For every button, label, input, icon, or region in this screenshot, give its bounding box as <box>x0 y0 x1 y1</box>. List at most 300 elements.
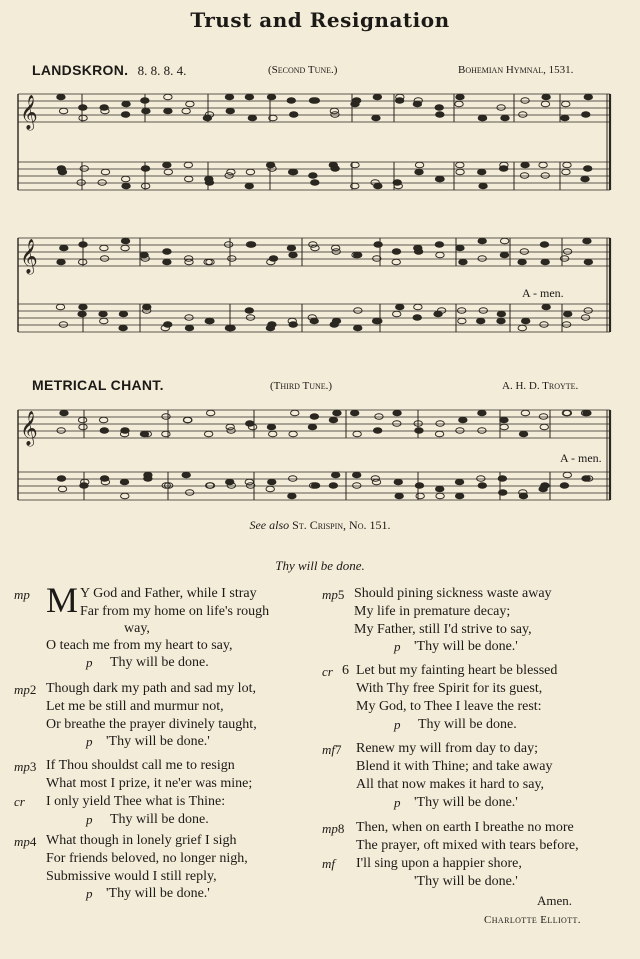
tune1-system1-notehead <box>58 169 66 175</box>
tune2-system-notehead <box>206 410 214 416</box>
tune2-label: (Third Tune.) <box>270 380 333 392</box>
tune1-system1-notehead <box>290 112 298 118</box>
verse8-number: 8 <box>337 821 345 836</box>
hymn-subtitle: Thy will be done. <box>275 558 365 573</box>
tune1-system2-notehead <box>330 322 338 328</box>
verse4-line3: Submissive would I still reply, <box>46 869 217 884</box>
verse1-line3: way, <box>124 621 150 636</box>
tune2-system-notehead <box>353 483 361 489</box>
tune1-system1-notehead <box>101 169 109 175</box>
tune1-system1-notehead <box>225 94 233 100</box>
tune1-system1-notehead <box>141 166 149 172</box>
treble-clef-icon: 𝄞 <box>20 95 38 130</box>
tune2-system-notehead <box>289 431 297 437</box>
tune2-system-notehead <box>519 431 527 437</box>
verse5-refrain: 'Thy will be done.' <box>414 639 518 654</box>
verse4-line2: For friends beloved, no longer nigh, <box>46 851 248 866</box>
verse4-number: 4 <box>29 834 37 849</box>
tune1-system1-notehead <box>186 101 194 107</box>
tune1-name: LANDSKRON. <box>32 62 129 78</box>
author: Charlotte Elliott. <box>484 914 581 926</box>
tune1-system2-notehead <box>184 256 192 262</box>
verse3-line2: What most I prize, it ne'er was mine; <box>46 776 253 791</box>
tune2-system-notehead <box>333 410 341 416</box>
verse6-line2: With Thy free Spirit for its guest, <box>356 681 543 696</box>
tune2-system-notehead <box>455 493 463 499</box>
tune2-system-notehead <box>204 431 212 437</box>
tune1-system1-notehead <box>245 183 253 189</box>
tune2-system-notehead <box>375 414 383 420</box>
see-also <box>0 518 640 533</box>
tune1-system1-notehead <box>57 94 65 100</box>
tune1-system2-notehead <box>224 242 232 248</box>
tune2-system-notehead <box>308 424 316 430</box>
verse5-line1: Should pining sickness waste away <box>354 586 552 601</box>
tune2-system-notehead <box>162 414 170 420</box>
tune1-system2-notehead <box>164 322 172 328</box>
tune2-system-notehead <box>560 483 568 489</box>
verse8-line3-dyn: mf <box>322 856 335 871</box>
verse8-refrain: 'Thy will be done.' <box>414 874 518 889</box>
tune2-system-notehead <box>245 479 253 485</box>
verse4-refrain: 'Thy will be done.' <box>106 886 210 901</box>
tune2-name: METRICAL CHANT. <box>32 377 164 393</box>
tune1-system2-notehead <box>520 249 528 255</box>
tune1-system2-notehead <box>100 318 108 324</box>
verse7-number: 7 <box>335 742 342 757</box>
verse8-line2: The prayer, oft mixed with tears before, <box>356 838 579 853</box>
tune1-system1-notehead <box>98 180 106 186</box>
tune1-system1-notehead <box>456 94 464 100</box>
tune1-system1-notehead <box>373 94 381 100</box>
tune1-system2-notehead <box>59 322 67 328</box>
tune1-system2-notehead <box>435 242 443 248</box>
tune1-system2-notehead <box>246 315 254 321</box>
tune1-system1-notehead <box>415 162 423 168</box>
tune1-system2-notehead <box>245 308 253 314</box>
tune2-system-notehead <box>436 486 444 492</box>
tune1-system1-notehead <box>59 108 67 114</box>
tune2-heading <box>32 377 164 394</box>
tune2-system-notehead <box>60 410 68 416</box>
tune2-system-notehead <box>311 483 319 489</box>
tune1-system1-notehead <box>227 169 235 175</box>
tune1-system1-notehead <box>562 101 570 107</box>
tune2-system-notehead <box>521 410 529 416</box>
tune2-system-notehead <box>477 476 485 482</box>
verse2-dynamic <box>14 682 36 698</box>
verse6-refrain: Thy will be done. <box>418 717 517 732</box>
tune2-system-notehead <box>121 428 129 434</box>
tune1-system1-notehead <box>142 108 150 114</box>
tune1-system1-notehead <box>164 108 172 114</box>
verse1-line1: Y God and Father, while I stray <box>80 586 257 601</box>
tune1-system1-notehead <box>352 98 360 104</box>
verse4-refrain-dyn: p <box>86 886 93 901</box>
tune1-system1-notehead <box>121 112 129 118</box>
tune2-system-notehead <box>499 490 507 496</box>
tune1-system1-notehead <box>331 112 339 118</box>
tune1-system1-notehead <box>455 101 463 107</box>
tune1-system2-notehead <box>78 311 86 317</box>
tune1-system1-notehead <box>521 162 529 168</box>
tune2-system-notehead <box>540 424 548 430</box>
tune1-system2-notehead <box>478 256 486 262</box>
see-also-prefix: See also <box>249 518 290 532</box>
tune1-system1-notehead <box>479 183 487 189</box>
tune1-system1-notehead <box>287 98 295 104</box>
tune1-amen: A - men. <box>522 286 564 300</box>
tune2-system-notehead <box>541 483 549 489</box>
tune1-system2-notehead <box>564 311 572 317</box>
tune2-system-notehead <box>79 424 87 430</box>
tune1-system1-notehead <box>163 162 171 168</box>
verse7-line2: Blend it with Thine; and take away <box>356 759 553 774</box>
tune2-system-notehead <box>393 410 401 416</box>
verse5-line2: My life in premature decay; <box>354 604 511 619</box>
tune1-system2-notehead <box>269 256 277 262</box>
tune1-system1-notehead <box>266 162 274 168</box>
verse6-refrain-dyn: p <box>394 717 401 732</box>
tune1-system2-notehead <box>540 242 548 248</box>
tune1-system1-notehead <box>311 180 319 186</box>
tune1-system2-notehead <box>500 252 508 258</box>
tune1-system1-notehead <box>415 169 423 175</box>
tune1-system1-notehead <box>501 115 509 121</box>
tune1-system2-notehead <box>374 318 382 324</box>
tune1-meter: 8. 8. 8. 4. <box>137 63 187 78</box>
tune1-system1-notehead <box>582 112 590 118</box>
verse2-line2: Let me be still and murmur not, <box>46 699 224 714</box>
tune2-system-notehead <box>329 483 337 489</box>
verse8-dynamic <box>322 821 344 837</box>
tune1-system2-notehead <box>563 249 571 255</box>
tune1-system2-notehead <box>204 259 212 265</box>
tune1-system2-notehead <box>541 259 549 265</box>
verse7-dyn: mf <box>322 742 335 757</box>
tune1-system2-notehead <box>354 308 362 314</box>
tune1-system2-notehead <box>542 304 550 310</box>
tune1-system1-notehead <box>539 162 547 168</box>
tune2-system-notehead <box>58 486 66 492</box>
tune1-system2-notehead <box>310 318 318 324</box>
tune1-system1-notehead <box>164 94 172 100</box>
tune2-system-notehead <box>100 428 108 434</box>
tune2-system-notehead <box>372 479 380 485</box>
tune2-system-notehead <box>99 417 107 423</box>
tune2-system-notehead <box>395 493 403 499</box>
tune2-system-notehead <box>226 424 234 430</box>
tune1-system1-notehead <box>245 94 253 100</box>
tune2-system-notehead <box>373 428 381 434</box>
verse2-refrain: 'Thy will be done.' <box>106 734 210 749</box>
verse3-refrain: Thy will be done. <box>110 812 209 827</box>
tune2-system-notehead <box>289 476 297 482</box>
tune1-system2-notehead <box>163 259 171 265</box>
tune1-system1-notehead <box>205 176 213 182</box>
tune2-source: A. H. D. Troyte. <box>502 380 579 392</box>
tune1-system1-notehead <box>246 169 254 175</box>
tune1-system2-notehead <box>121 245 129 251</box>
tune2-system-notehead <box>435 431 443 437</box>
tune2-system-notehead <box>456 428 464 434</box>
tune2-system-notehead <box>226 479 234 485</box>
tune1-system2-notehead <box>119 311 127 317</box>
tune2-system-notehead <box>498 476 506 482</box>
tune1-system2-notehead <box>56 304 64 310</box>
tune1-system2-notehead <box>584 259 592 265</box>
tune1-system2-notehead <box>374 242 382 248</box>
tune1-system2-notehead <box>309 242 317 248</box>
verse7-line1: Renew my will from day to day; <box>356 741 538 756</box>
verse8-line1: Then, when on earth I breathe no more <box>356 820 574 835</box>
tune1-system2-notehead <box>228 256 236 262</box>
tune1-system1-notehead <box>122 101 130 107</box>
tune1-system1-notehead <box>436 112 444 118</box>
tune2-system-notehead <box>288 493 296 499</box>
tune1-system1-notehead <box>562 169 570 175</box>
tune1-system1-notehead <box>520 173 528 179</box>
tune1-system2-notehead <box>434 311 442 317</box>
tune2-system-notehead <box>268 479 276 485</box>
tune1-system2-notehead <box>311 245 319 251</box>
tune2-system-notehead <box>478 428 486 434</box>
verse2-dyn: mp <box>14 682 30 697</box>
verse3-line3: I only yield Thee what is Thine: <box>46 794 226 809</box>
tune1-system2-notehead <box>60 245 68 251</box>
verse1-dynamic: mp <box>14 587 30 602</box>
tune2-system-notehead <box>186 490 194 496</box>
tune1-system2-notehead <box>457 308 465 314</box>
tune1-system2-notehead <box>100 256 108 262</box>
tune1-system2-notehead <box>79 304 87 310</box>
verse5-dyn: mp <box>322 587 338 602</box>
tune1-system2-notehead <box>121 238 129 244</box>
tune1-system2-notehead <box>413 315 421 321</box>
tune1-system2-notehead <box>414 304 422 310</box>
tune1-system2-notehead <box>459 259 467 265</box>
tune1-system2-notehead <box>354 325 362 331</box>
tune1-system2-notehead <box>562 322 570 328</box>
tune1-system1-notehead <box>182 108 190 114</box>
tune1-system1-notehead <box>79 105 87 111</box>
tune1-system2-notehead <box>478 238 486 244</box>
tune2-system-notehead <box>121 493 129 499</box>
tune2-system-notehead <box>436 421 444 427</box>
tune1-system1-notehead <box>77 180 85 186</box>
tune1-label: (Second Tune.) <box>268 64 338 76</box>
verse6-line3: My God, to Thee I leave the rest: <box>356 699 542 714</box>
tune1-system1-notehead <box>225 173 233 179</box>
tune1-system2-notehead <box>143 304 151 310</box>
tune1-system2-notehead <box>584 308 592 314</box>
tune2-system-notehead <box>331 472 339 478</box>
treble-clef-icon: 𝄞 <box>20 239 38 274</box>
tune1-system2-notehead <box>99 311 107 317</box>
tune2-system-notehead <box>583 410 591 416</box>
tune1-system2-notehead <box>289 322 297 328</box>
tune2-system-notehead <box>478 410 486 416</box>
tune2-system-notehead <box>246 421 254 427</box>
verse6-number: 6 <box>342 663 349 678</box>
tune2-system-notehead <box>500 417 508 423</box>
tune1-system2-notehead <box>392 259 400 265</box>
verse2-line3: Or breathe the prayer divinely taught, <box>46 717 257 732</box>
tune1-system1-notehead <box>497 105 505 111</box>
tune1-system1-notehead <box>541 101 549 107</box>
verse1-line2: Far from my home on life's rough <box>80 604 270 619</box>
amen-text: Amen. <box>537 893 573 908</box>
tune1-system1-notehead <box>184 162 192 168</box>
verse2-refrain-dyn: p <box>86 734 93 749</box>
tune1-system1-notehead <box>164 169 172 175</box>
tune1-system2-notehead <box>479 308 487 314</box>
tune1-system2-notehead <box>100 245 108 251</box>
tune1-system2-notehead <box>206 259 214 265</box>
tune2-system-notehead <box>563 472 571 478</box>
tune2-system-notehead <box>57 428 65 434</box>
tune1-system2-notehead <box>436 252 444 258</box>
tune1-system1-notehead <box>309 173 317 179</box>
tune2-system-notehead <box>162 431 170 437</box>
tune1-system1-notehead <box>331 166 339 172</box>
tune2-system-notehead <box>57 476 65 482</box>
tune1-system1-notehead <box>141 98 149 104</box>
tune1-system2-notehead <box>393 311 401 317</box>
tune1-system2-notehead <box>227 325 235 331</box>
see-also-ref: St. Crispin, No. 151. <box>292 518 391 532</box>
verse5-dynamic <box>322 587 344 603</box>
tune1-system1-notehead <box>456 162 464 168</box>
tune1-system2-notehead <box>500 238 508 244</box>
tune2-system-notehead <box>100 476 108 482</box>
tune1-system1-notehead <box>203 115 211 121</box>
verse3-number: 3 <box>29 759 37 774</box>
tune2-system-notehead <box>120 479 128 485</box>
tune2-system-notehead <box>182 472 190 478</box>
tune1-system1-notehead <box>185 176 193 182</box>
tune2-system-notehead <box>539 414 547 420</box>
tune1-system1-notehead <box>561 115 569 121</box>
tune1-system1-notehead <box>581 176 589 182</box>
tune1-system1-notehead <box>309 98 317 104</box>
tune1-system2-notehead <box>540 322 548 328</box>
tune1-system1-notehead <box>456 169 464 175</box>
tune1-system2-notehead <box>205 318 213 324</box>
verse2-line1: Though dark my path and sad my lot, <box>46 681 256 696</box>
tune2-system-notehead <box>353 431 361 437</box>
tune2-system-notehead <box>144 472 152 478</box>
tune1-system2-notehead <box>497 318 505 324</box>
tune1-system1-notehead <box>542 94 550 100</box>
verse3-dyn: mp <box>14 759 30 774</box>
tune2-system-notehead <box>329 417 337 423</box>
tune2-system-notehead <box>415 483 423 489</box>
tune1-system1-notehead <box>79 115 87 121</box>
verse3-dynamic <box>14 759 36 775</box>
tune2-system-notehead <box>455 479 463 485</box>
tune2-system-notehead <box>183 417 191 423</box>
tune1-system1-notehead <box>584 166 592 172</box>
verse1-line4: O teach me from my heart to say, <box>46 638 233 653</box>
tune1-source: Bohemian Hymnal, 1531. <box>458 64 574 76</box>
verse2-number: 2 <box>29 682 37 697</box>
tune1-system1-notehead <box>80 166 88 172</box>
verse6-line1: Let but my fainting heart be blessed <box>356 663 558 678</box>
tune1-system1-notehead <box>121 176 129 182</box>
tune1-system2-notehead <box>289 252 297 258</box>
verse4-dyn: mp <box>14 834 30 849</box>
verse1-refrain: Thy will be done. <box>110 655 209 670</box>
verse7-refrain: 'Thy will be done.' <box>414 795 518 810</box>
tune2-system-notehead <box>436 493 444 499</box>
tune1-system1-notehead <box>521 98 529 104</box>
tune1-system2-notehead <box>518 325 526 331</box>
tune1-system2-notehead <box>57 259 65 265</box>
verse1-dropcap: M <box>46 580 79 620</box>
tune2-system-notehead <box>78 417 86 423</box>
tune2-system-notehead <box>350 410 358 416</box>
verse3-refrain-dyn: p <box>86 812 93 827</box>
tune1-system2-notehead <box>521 318 529 324</box>
tune1-system1-notehead <box>122 183 130 189</box>
verse7-refrain-dyn: p <box>394 795 401 810</box>
page-title: Trust and Resignation <box>190 8 450 32</box>
verse3-line3-dyn: cr <box>14 794 25 809</box>
tune1-system2-notehead <box>119 325 127 331</box>
tune1-system2-notehead <box>332 249 340 255</box>
verse5-number: 5 <box>337 587 345 602</box>
verse7-dynamic <box>322 742 342 758</box>
tune1-system2-notehead <box>497 311 505 317</box>
tune1-system2-notehead <box>140 252 148 258</box>
tune1-system2-notehead <box>79 242 87 248</box>
tune1-system1-notehead <box>563 162 571 168</box>
tune1-system1-notehead <box>499 166 507 172</box>
tune1-system2-notehead <box>518 259 526 265</box>
tune2-amen: A - men. <box>560 451 602 465</box>
tune1-system1-notehead <box>519 112 527 118</box>
tune1-system2-notehead <box>583 238 591 244</box>
tune1-system1-notehead <box>478 169 486 175</box>
tune2-system-notehead <box>291 410 299 416</box>
verse4-dynamic <box>14 834 36 850</box>
tune1-system1-notehead <box>374 183 382 189</box>
tune2-system-notehead <box>269 431 277 437</box>
tune2-system-notehead <box>478 483 486 489</box>
tune2-system-notehead <box>459 417 467 423</box>
tune1-system1-notehead <box>141 183 149 189</box>
tune1-system1-notehead <box>584 94 592 100</box>
tune1-system2-notehead <box>287 245 295 251</box>
tune2-system-notehead <box>415 428 423 434</box>
tune2-system-notehead <box>394 479 402 485</box>
tune1-system2-notehead <box>185 325 193 331</box>
tune1-system2-notehead <box>458 318 466 324</box>
tune1-system2-notehead <box>414 249 422 255</box>
tune2-system-notehead <box>266 486 274 492</box>
tune1-system2-notehead <box>266 325 274 331</box>
tune2-system-notehead <box>267 424 275 430</box>
tune2-system-notehead <box>500 424 508 430</box>
tune1-system2-notehead <box>396 304 404 310</box>
verse8-dyn: mp <box>322 821 338 836</box>
tune1-system2-notehead <box>392 249 400 255</box>
tune1-system2-notehead <box>456 245 464 251</box>
tune1-system1-notehead <box>267 94 275 100</box>
verse3-line1: If Thou shouldst call me to resign <box>46 758 235 773</box>
tune1-system1-notehead <box>248 115 256 121</box>
